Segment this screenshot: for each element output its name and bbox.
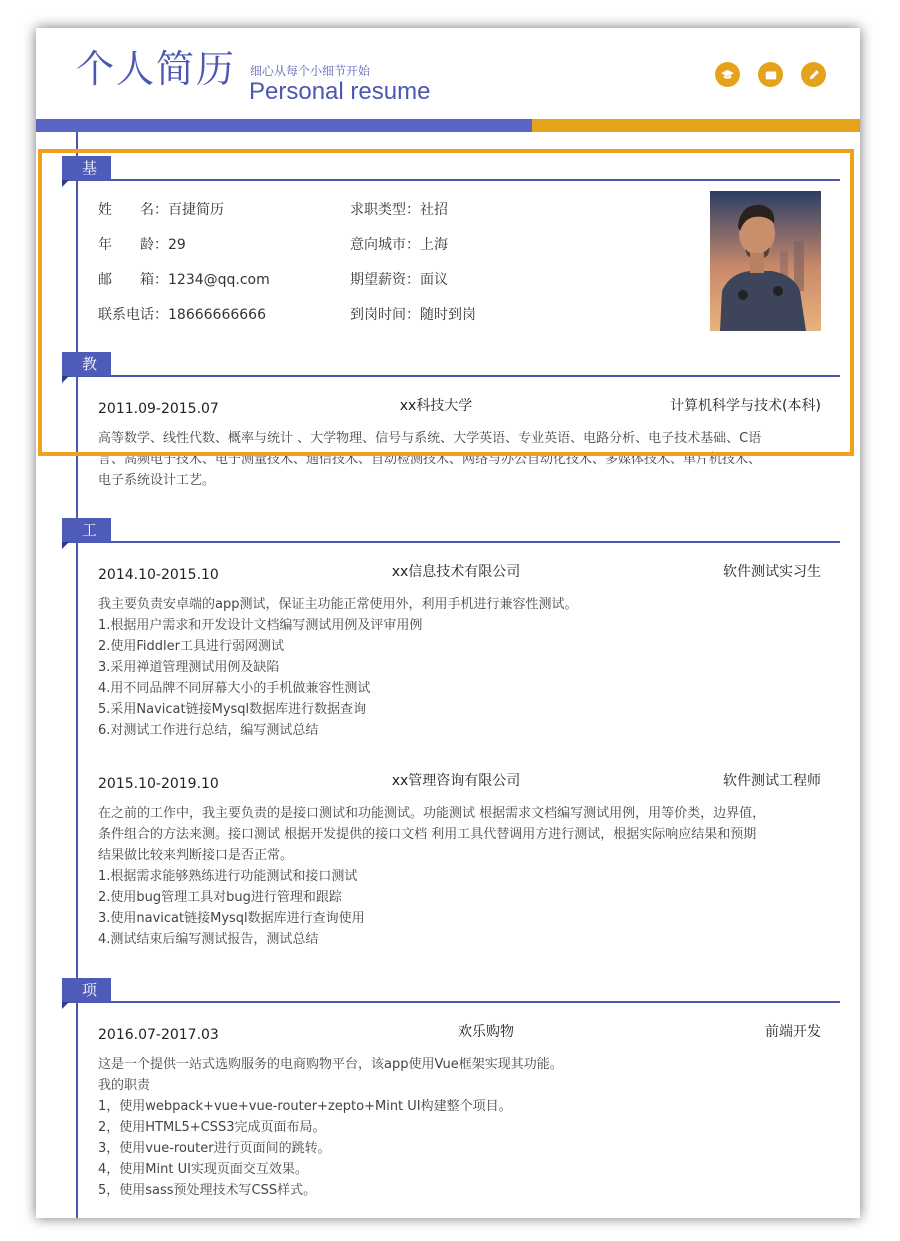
info-value: 随时到岗	[420, 307, 476, 323]
education-courses	[98, 428, 822, 491]
description-line: 4，使用Mint UI实现页面交互效果。	[98, 1162, 308, 1177]
project-date: 2016.07-2017.03	[98, 1027, 219, 1043]
job-company: xx信息技术有限公司	[391, 564, 521, 580]
course-line: 电子系统设计工艺。	[98, 473, 216, 488]
job-date: 2014.10-2015.10	[98, 567, 219, 583]
description-line: 3.采用禅道管理测试用例及缺陷	[98, 660, 280, 675]
section-flag	[62, 376, 69, 383]
subtitle-cn: 细心从每个小细节开始	[250, 64, 371, 78]
info-value: 面议	[420, 272, 448, 288]
resume-page	[36, 28, 860, 1218]
info-value: 上海	[420, 237, 448, 253]
section-title: 基本信息	[62, 156, 111, 180]
pencil-icon	[801, 62, 826, 87]
info-name	[98, 199, 224, 219]
description-line: 条件组合的方法来测。接口测试 根据开发提供的接口文档 利用工具代替调用方进行测试，根据实际响应结果和预期	[98, 827, 757, 842]
description-line: 我的职责	[98, 1078, 151, 1093]
description-line: 3，使用vue-router进行页面间的跳转。	[98, 1141, 331, 1156]
job-description	[98, 594, 822, 741]
project-role: 前端开发	[765, 1024, 821, 1040]
timeline-line	[76, 132, 78, 1218]
info-label: 意向城市：	[350, 237, 420, 253]
info-value: 社招	[420, 202, 448, 218]
subtitle-en: Personal resume	[249, 78, 431, 105]
section-divider	[62, 1001, 840, 1003]
graduation-cap-icon	[715, 62, 740, 87]
info-value: 29	[168, 237, 186, 253]
description-line: 2.使用bug管理工具对bug进行管理和跟踪	[98, 890, 342, 905]
course-line: 言、高频电子技术、电子测量技术、通信技术、自动检测技术、网络与办公自动化技术、多媒体技术、单片机技术、	[98, 452, 762, 467]
project-description	[98, 1054, 822, 1201]
description-line: 2，使用HTML5+CSS3完成页面布局。	[98, 1120, 326, 1135]
section-flag	[62, 542, 69, 549]
info-start-time	[350, 304, 476, 324]
description-line: 结果做比较来判断接口是否正常。	[98, 848, 294, 863]
education-major: 计算机科学与技术(本科)	[670, 398, 821, 414]
description-line: 6.对测试工作进行总结，编写测试总结	[98, 723, 319, 738]
description-line: 我主要负责安卓端的app测试，保证主功能正常使用外，利用手机进行兼容性测试。	[98, 597, 578, 612]
project-name: 欢乐购物	[458, 1024, 514, 1040]
info-salary	[350, 269, 448, 289]
info-label: 到岗时间：	[350, 307, 420, 323]
info-value: 18666666666	[168, 307, 266, 323]
info-phone	[98, 304, 266, 324]
profile-photo	[710, 191, 821, 331]
course-line: 高等数学、线性代数、概率与统计 、大学物理、信号与系统、大学英语、专业英语、电路分析、电子技术基础、C语	[98, 431, 762, 446]
section-divider	[62, 375, 840, 377]
header-icons	[715, 62, 826, 87]
section-divider	[62, 179, 840, 181]
info-label: 期望薪资：	[350, 272, 420, 288]
info-value: 百捷简历	[168, 202, 224, 218]
job-description	[98, 803, 822, 950]
education-school: xx科技大学	[399, 398, 473, 414]
description-line: 4.用不同品牌不同屏幕大小的手机做兼容性测试	[98, 681, 371, 696]
description-line: 这是一个提供一站式选购服务的电商购物平台，该app使用Vue框架实现其功能。	[98, 1057, 563, 1072]
job-role: 软件测试实习生	[723, 564, 821, 580]
info-label: 邮 箱：	[98, 272, 168, 288]
section-divider	[62, 541, 840, 543]
section-flag	[62, 180, 69, 187]
section-title: 教育背景	[62, 352, 111, 376]
description-line: 2.使用Fiddler工具进行弱网测试	[98, 639, 285, 654]
page-title: 个人简历	[76, 47, 237, 91]
description-line: 3.使用navicat链接Mysql数据库进行查询使用	[98, 911, 365, 926]
description-line: 1，使用webpack+vue+vue-router+zepto+Mint UI构建整个项目。	[98, 1099, 512, 1114]
description-line: 1.根据用户需求和开发设计文档编写测试用例及评审用例	[98, 618, 423, 633]
info-email	[98, 269, 270, 289]
description-line: 4.测试结束后编写测试报告，测试总结	[98, 932, 319, 947]
description-line: 在之前的工作中，我主要负责的是接口测试和功能测试。功能测试 根据需求文档编写测试用例，用等价类，边界值，	[98, 806, 766, 821]
section-title: 工作经历	[62, 518, 111, 542]
resume-header	[36, 28, 860, 118]
info-value: 1234@qq.com	[168, 272, 270, 288]
header-bar-blue	[36, 119, 532, 132]
info-label: 姓 名：	[98, 202, 168, 218]
info-label: 联系电话：	[98, 307, 168, 323]
section-title: 项目经历	[62, 978, 111, 1002]
info-city	[350, 234, 448, 254]
job-company: xx管理咨询有限公司	[391, 773, 521, 789]
section-flag	[62, 1002, 69, 1009]
job-date: 2015.10-2019.10	[98, 776, 219, 792]
description-line: 1.根据需求能够熟练进行功能测试和接口测试	[98, 869, 358, 884]
header-bar-gold	[532, 119, 860, 132]
card-icon	[758, 62, 783, 87]
info-label: 年 龄：	[98, 237, 168, 253]
job-role: 软件测试工程师	[723, 773, 821, 789]
description-line: 5.采用Navicat链接Mysql数据库进行数据查询	[98, 702, 367, 717]
info-age	[98, 234, 186, 254]
info-label: 求职类型：	[350, 202, 420, 218]
education-date: 2011.09-2015.07	[98, 401, 219, 417]
info-job-type	[350, 199, 448, 219]
description-line: 5，使用sass预处理技术写CSS样式。	[98, 1183, 317, 1198]
